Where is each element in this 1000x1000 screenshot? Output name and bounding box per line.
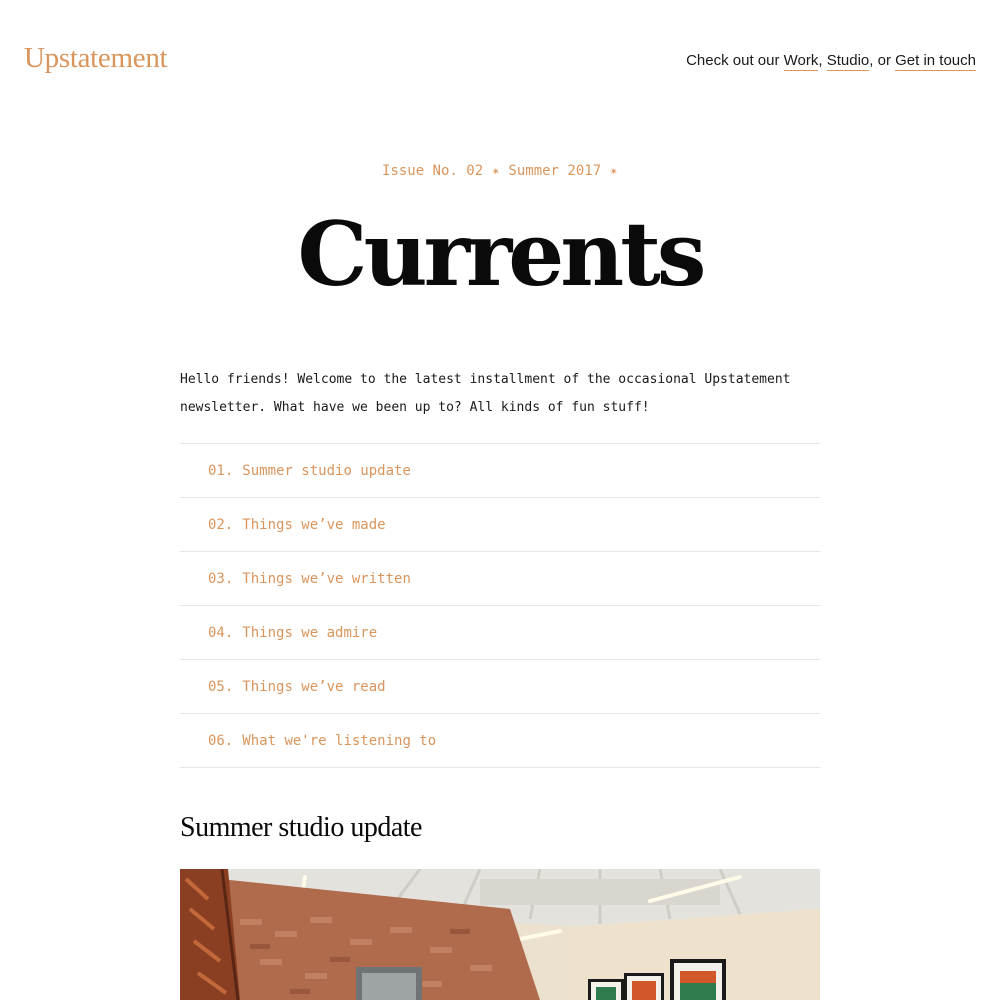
toc-item-label: Things we’ve read bbox=[242, 678, 386, 695]
table-of-contents bbox=[180, 443, 820, 768]
toc-item-summer-studio-update[interactable] bbox=[180, 444, 820, 498]
issue-line: Issue No. 02 ✴ Summer 2017 ✴ bbox=[381, 163, 618, 179]
toc-item-label: Summer studio update bbox=[242, 462, 411, 479]
toc-item-things-admire[interactable] bbox=[180, 606, 820, 660]
top-nav bbox=[686, 52, 976, 69]
toc-item-number: 03. bbox=[208, 570, 234, 587]
toc-item-things-made[interactable] bbox=[180, 498, 820, 552]
section-title: Summer studio update bbox=[180, 812, 422, 843]
toc-item-number: 06. bbox=[208, 732, 234, 749]
toc-item-listening-to[interactable] bbox=[180, 714, 820, 768]
nav-link-work[interactable]: Work bbox=[783, 52, 819, 69]
toc-item-label: What we're listening to bbox=[242, 732, 437, 749]
masthead-title: Currents bbox=[297, 202, 703, 306]
nav-separator: , or bbox=[869, 52, 896, 69]
toc-item-things-written[interactable] bbox=[180, 552, 820, 606]
nav-separator: , bbox=[818, 52, 827, 69]
nav-prefix: Check out our bbox=[686, 52, 784, 69]
toc-item-number: 04. bbox=[208, 624, 234, 641]
toc-item-things-read[interactable] bbox=[180, 660, 820, 714]
nav-link-studio[interactable]: Studio bbox=[826, 52, 870, 69]
intro-text: Hello friends! Welcome to the latest installment of the occasional Upstatement newsletter. What have we been up to? All kinds of fun stuff! bbox=[180, 372, 791, 415]
toc-item-label: Things we’ve written bbox=[242, 570, 411, 587]
nav-link-get-in-touch[interactable]: Get in touch bbox=[895, 52, 976, 69]
studio-photo-illustration bbox=[180, 869, 820, 1000]
toc-item-label: Things we admire bbox=[242, 624, 378, 641]
toc-item-number: 02. bbox=[208, 516, 234, 533]
toc-item-number: 01. bbox=[208, 462, 234, 479]
toc-item-number: 05. bbox=[208, 678, 234, 695]
studio-photo bbox=[180, 869, 820, 1000]
toc-item-label: Things we’ve made bbox=[242, 516, 386, 533]
logo[interactable]: Upstatement bbox=[24, 42, 168, 74]
